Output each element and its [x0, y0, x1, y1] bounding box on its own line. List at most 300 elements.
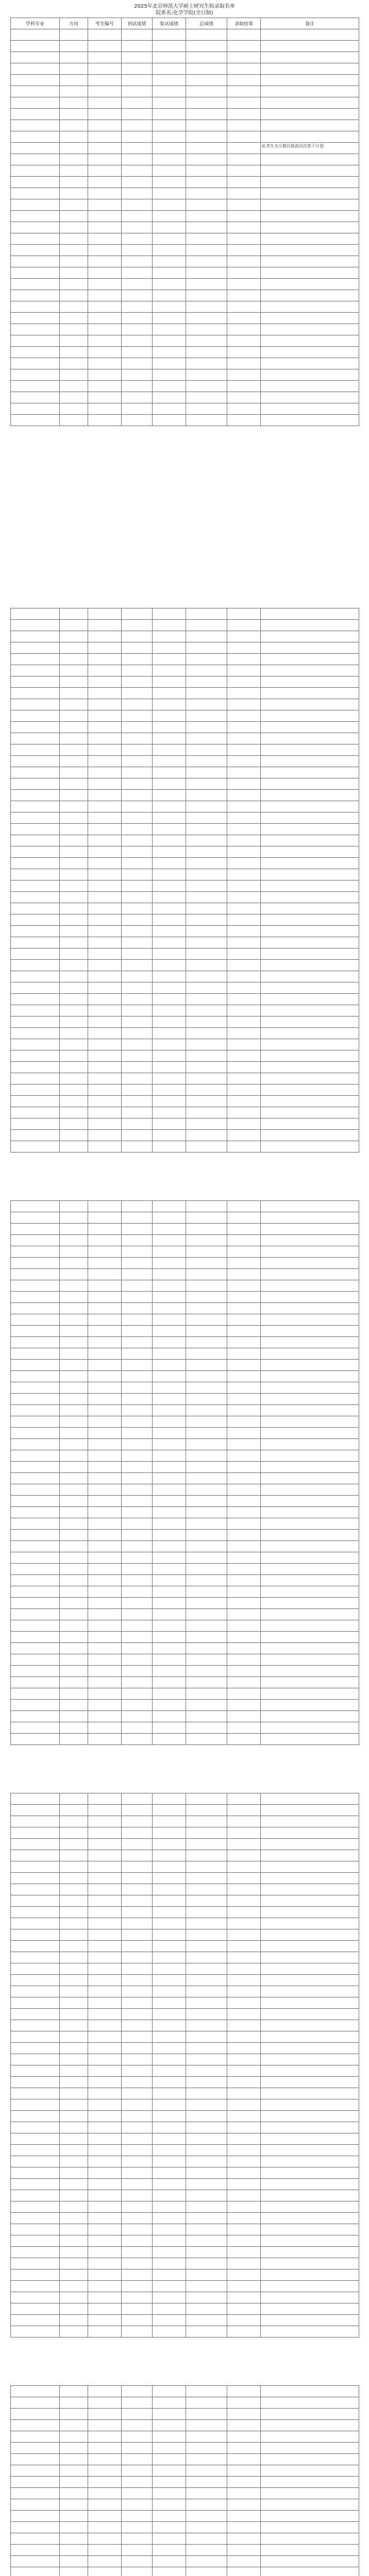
table-row: [11, 1850, 359, 1861]
table-cell: [122, 1816, 153, 1827]
table-cell: [60, 2533, 88, 2545]
table-cell: [60, 2556, 88, 2567]
table-cell: [60, 914, 88, 926]
table-cell: [122, 2443, 153, 2454]
table-cell: [11, 2224, 60, 2235]
table-cell: [261, 2522, 359, 2533]
table-cell: [11, 1850, 60, 1861]
table-cell: [186, 1997, 227, 2009]
table-row: [11, 1873, 359, 1884]
table-cell: [122, 2315, 153, 2326]
table-cell: [261, 1654, 359, 1666]
table-cell: [261, 665, 359, 676]
table-cell: [88, 2409, 122, 2420]
table-cell: [261, 608, 359, 620]
table-cell: [60, 620, 88, 631]
table-cell: [60, 2522, 88, 2533]
table-cell: [227, 1620, 261, 1632]
table-cell: [122, 2111, 153, 2122]
cell-retest-score: [153, 415, 186, 426]
table-cell: [227, 858, 261, 869]
table-cell: [60, 2431, 88, 2443]
table-cell: [261, 1816, 359, 1827]
cell-remarks: [261, 222, 359, 233]
cell-retest-score: [153, 211, 186, 222]
table-cell: [122, 1530, 153, 1541]
table-row: [11, 654, 359, 665]
table-cell: [60, 1884, 88, 1895]
table-cell: [186, 812, 227, 824]
table-cell: [186, 1895, 227, 1907]
table-cell: [122, 1861, 153, 1873]
table-cell: [60, 2511, 88, 2522]
table-row: [11, 2326, 359, 2337]
table-cell: [153, 722, 186, 733]
table-cell: [122, 892, 153, 903]
table-cell: [60, 1096, 88, 1107]
table-cell: [186, 1963, 227, 1975]
table-cell: [88, 1688, 122, 1700]
cell-remarks: [261, 154, 359, 165]
table-row: [11, 1428, 359, 1439]
cell-preliminary-score: [122, 143, 153, 154]
table-row: [11, 2545, 359, 2556]
table-row: [11, 2511, 359, 2522]
cell-remarks: [261, 313, 359, 324]
table-cell: [153, 1269, 186, 1280]
table-cell: [60, 1269, 88, 1280]
table-cell: [153, 1416, 186, 1428]
table-cell: [227, 1084, 261, 1096]
table-cell: [122, 2511, 153, 2522]
table-cell: [186, 960, 227, 971]
table-cell: [186, 1280, 227, 1292]
table-cell: [261, 1805, 359, 1816]
cell-retest-score: [153, 403, 186, 415]
table-cell: [186, 801, 227, 812]
table-row: [11, 2533, 359, 2545]
cell-direction: [60, 369, 88, 381]
table-cell: [60, 2409, 88, 2420]
cell-total-score: [186, 211, 227, 222]
table-cell: [122, 1118, 153, 1130]
table-cell: [227, 1371, 261, 1382]
table-cell: [88, 1997, 122, 2009]
cell-total-score: [186, 324, 227, 335]
table-cell: [261, 1201, 359, 1212]
table-cell: [122, 914, 153, 926]
table-cell: [60, 642, 88, 654]
table-cell: [60, 2190, 88, 2201]
cell-direction: [60, 165, 88, 177]
table-cell: [227, 1598, 261, 1609]
cell-exam-number: [88, 97, 122, 109]
table-cell: [60, 1711, 88, 1722]
table-cell: [153, 1861, 186, 1873]
table-cell: [153, 665, 186, 676]
table-cell: [122, 1428, 153, 1439]
table-cell: [60, 733, 88, 744]
table-cell: [186, 1632, 227, 1643]
table-cell: [227, 1986, 261, 1997]
cell-preliminary-score: [122, 222, 153, 233]
table-cell: [227, 2122, 261, 2133]
table-cell: [227, 1235, 261, 1246]
table-cell: [153, 699, 186, 710]
table-cell: [227, 1507, 261, 1518]
table-cell: [88, 858, 122, 869]
table-cell: [227, 1816, 261, 1827]
cell-preliminary-score: [122, 245, 153, 256]
table-cell: [88, 778, 122, 790]
table-cell: [153, 2009, 186, 2020]
table-cell: [186, 744, 227, 756]
table-cell: [11, 1394, 60, 1405]
cell-preliminary-score: [122, 233, 153, 245]
roster-table-page-1: [10, 18, 359, 426]
table-cell: [88, 1620, 122, 1632]
table-cell: [153, 2292, 186, 2303]
table-cell: [227, 1382, 261, 1394]
table-cell: [261, 1280, 359, 1292]
table-cell: [11, 2533, 60, 2545]
table-row: [11, 1620, 359, 1632]
table-cell: [227, 1212, 261, 1224]
table-cell: [261, 1575, 359, 1586]
cell-major: [11, 52, 60, 63]
table-cell: [186, 2167, 227, 2179]
table-cell: [60, 2043, 88, 2054]
table-cell: [186, 858, 227, 869]
cell-retest-score: [153, 233, 186, 245]
table-cell: [88, 1711, 122, 1722]
table-cell: [227, 1873, 261, 1884]
table-cell: [186, 1258, 227, 1269]
table-row: [11, 403, 359, 415]
table-cell: [261, 1952, 359, 1963]
cell-total-score: [186, 381, 227, 392]
cell-preliminary-score: [122, 335, 153, 347]
table-cell: [153, 2556, 186, 2567]
table-cell: [227, 1326, 261, 1337]
table-cell: [122, 2235, 153, 2247]
table-row: [11, 2213, 359, 2224]
table-cell: [60, 960, 88, 971]
table-cell: [11, 1118, 60, 1130]
table-cell: [11, 1224, 60, 1235]
table-row: [11, 1062, 359, 1073]
table-cell: [153, 2443, 186, 2454]
table-cell: [261, 2054, 359, 2065]
table-cell: [60, 631, 88, 642]
table-cell: [227, 1292, 261, 1303]
table-cell: [122, 2303, 153, 2315]
table-cell: [261, 2235, 359, 2247]
table-row: [11, 948, 359, 960]
table-cell: [122, 2477, 153, 2488]
table-cell: [186, 1496, 227, 1507]
table-cell: [186, 2258, 227, 2269]
table-cell: [153, 2533, 186, 2545]
table-cell: [88, 2522, 122, 2533]
cell-retest-score: [153, 165, 186, 177]
cell-admission-result: [227, 256, 261, 267]
table-cell: [88, 2156, 122, 2167]
table-cell: [122, 1541, 153, 1552]
table-cell: [261, 1269, 359, 1280]
table-cell: [88, 1439, 122, 1450]
table-cell: [186, 1050, 227, 1062]
table-cell: [88, 1073, 122, 1084]
cell-retest-score: [153, 109, 186, 120]
table-cell: [227, 880, 261, 892]
cell-total-score: [186, 301, 227, 313]
table-cell: [122, 2009, 153, 2020]
table-cell: [153, 2258, 186, 2269]
table-row: [11, 994, 359, 1005]
table-cell: [60, 2031, 88, 2043]
cell-total-score: [186, 335, 227, 347]
table-cell: [153, 1700, 186, 1711]
table-cell: [227, 982, 261, 994]
table-row: [11, 1643, 359, 1654]
table-cell: [60, 2420, 88, 2431]
table-cell: [261, 1839, 359, 1850]
table-cell: [227, 2065, 261, 2077]
table-cell: [88, 1975, 122, 1986]
table-cell: [60, 1873, 88, 1884]
cell-direction: [60, 222, 88, 233]
cell-remarks: [261, 256, 359, 267]
table-cell: [186, 1850, 227, 1861]
cell-remarks: [261, 41, 359, 52]
table-cell: [261, 994, 359, 1005]
table-cell: [153, 846, 186, 858]
table-cell: [227, 2477, 261, 2488]
table-cell: [60, 1258, 88, 1269]
cell-total-score: [186, 165, 227, 177]
cell-preliminary-score: [122, 256, 153, 267]
table-cell: [153, 2179, 186, 2190]
table-cell: [11, 1734, 60, 1745]
table-cell: [186, 2269, 227, 2281]
table-cell: [261, 1439, 359, 1450]
table-cell: [122, 2167, 153, 2179]
table-cell: [153, 1873, 186, 1884]
table-cell: [88, 1507, 122, 1518]
table-row: [11, 2065, 359, 2077]
table-cell: [153, 2054, 186, 2065]
cell-preliminary-score: [122, 267, 153, 279]
table-cell: [88, 631, 122, 642]
table-cell: [11, 914, 60, 926]
table-cell: [153, 1677, 186, 1688]
table-row: [11, 245, 359, 256]
table-cell: [261, 2077, 359, 2088]
cell-exam-number: [88, 52, 122, 63]
table-cell: [261, 1827, 359, 1839]
table-cell: [186, 1028, 227, 1039]
table-cell: [261, 1734, 359, 1745]
table-cell: [261, 1552, 359, 1564]
table-row: [11, 2477, 359, 2488]
table-cell: [88, 1016, 122, 1028]
table-row: [11, 1722, 359, 1734]
table-row: [11, 1141, 359, 1153]
cell-remarks: [261, 165, 359, 177]
table-cell: [261, 1541, 359, 1552]
table-row: [11, 1941, 359, 1952]
table-cell: [227, 1711, 261, 1722]
cell-remarks: [261, 245, 359, 256]
table-cell: [186, 2043, 227, 2054]
table-cell: [11, 801, 60, 812]
table-cell: [11, 1839, 60, 1850]
table-cell: [227, 2156, 261, 2167]
cell-admission-result: [227, 369, 261, 381]
table-cell: [122, 2258, 153, 2269]
table-cell: [11, 2235, 60, 2247]
roster-table-page-4: [10, 1793, 359, 2337]
table-cell: [11, 948, 60, 960]
table-cell: [227, 1073, 261, 1084]
table-cell: [88, 1118, 122, 1130]
table-cell: [227, 2465, 261, 2477]
table-row: [11, 1496, 359, 1507]
table-cell: [60, 1677, 88, 1688]
table-cell: [186, 1096, 227, 1107]
table-cell: [88, 1952, 122, 1963]
table-cell: [186, 971, 227, 982]
table-cell: [11, 2043, 60, 2054]
table-cell: [60, 744, 88, 756]
table-cell: [11, 1609, 60, 1620]
table-cell: [11, 1382, 60, 1394]
table-row: [11, 1975, 359, 1986]
table-cell: [153, 2224, 186, 2235]
table-cell: [261, 2133, 359, 2145]
table-cell: [11, 744, 60, 756]
table-cell: [261, 1793, 359, 1805]
table-cell: [88, 1371, 122, 1382]
cell-direction: [60, 415, 88, 426]
table-row: [11, 2145, 359, 2156]
table-cell: [227, 1722, 261, 1734]
table-cell: [261, 1326, 359, 1337]
table-cell: [122, 1416, 153, 1428]
table-row: [11, 1130, 359, 1141]
table-cell: [153, 1952, 186, 1963]
table-cell: [186, 2522, 227, 2533]
table-cell: [60, 1850, 88, 1861]
cell-major: [11, 177, 60, 188]
cell-direction: [60, 403, 88, 415]
cell-total-score: [186, 120, 227, 131]
table-cell: [186, 1884, 227, 1895]
cell-total-score: [186, 279, 227, 290]
table-cell: [122, 1212, 153, 1224]
table-cell: [60, 880, 88, 892]
table-cell: [122, 654, 153, 665]
table-cell: [153, 2122, 186, 2133]
table-cell: [11, 994, 60, 1005]
table-row: [11, 2488, 359, 2499]
table-cell: [261, 1895, 359, 1907]
table-row: [11, 744, 359, 756]
table-cell: [261, 1861, 359, 1873]
table-cell: [261, 2303, 359, 2315]
table-row: [11, 63, 359, 75]
table-cell: [261, 892, 359, 903]
table-cell: [11, 1201, 60, 1212]
cell-direction: [60, 233, 88, 245]
table-cell: [122, 835, 153, 846]
table-cell: [88, 1326, 122, 1337]
table-cell: [153, 801, 186, 812]
table-cell: [227, 2190, 261, 2201]
table-cell: [88, 2465, 122, 2477]
table-cell: [88, 2145, 122, 2156]
table-row: [11, 982, 359, 994]
table-cell: [186, 1722, 227, 1734]
table-cell: [227, 1258, 261, 1269]
table-cell: [227, 903, 261, 914]
cell-retest-score: [153, 41, 186, 52]
table-cell: [88, 1130, 122, 1141]
table-cell: [88, 2386, 122, 2397]
table-cell: [153, 1518, 186, 1530]
table-row: [11, 903, 359, 914]
table-cell: [88, 2201, 122, 2213]
cell-preliminary-score: [122, 86, 153, 97]
table-cell: [122, 1439, 153, 1450]
cell-exam-number: [88, 63, 122, 75]
table-row: [11, 1235, 359, 1246]
table-cell: [88, 2533, 122, 2545]
cell-admission-result: [227, 233, 261, 245]
table-cell: [153, 1496, 186, 1507]
cell-retest-score: [153, 279, 186, 290]
table-row: [11, 177, 359, 188]
table-cell: [60, 1314, 88, 1326]
table-cell: [186, 1654, 227, 1666]
table-cell: [227, 1439, 261, 1450]
table-cell: [88, 722, 122, 733]
table-cell: [153, 2167, 186, 2179]
table-cell: [153, 1360, 186, 1371]
table-cell: [60, 2397, 88, 2409]
table-cell: [153, 1997, 186, 2009]
table-row: [11, 2420, 359, 2431]
table-cell: [122, 1895, 153, 1907]
table-cell: [122, 2088, 153, 2099]
table-cell: [186, 1873, 227, 1884]
table-cell: [153, 1224, 186, 1235]
table-cell: [88, 1462, 122, 1473]
table-cell: [88, 1552, 122, 1564]
table-row: [11, 1028, 359, 1039]
cell-major: [11, 415, 60, 426]
cell-preliminary-score: [122, 109, 153, 120]
table-cell: [11, 2511, 60, 2522]
table-cell: [11, 2443, 60, 2454]
table-cell: [261, 1084, 359, 1096]
table-cell: [11, 892, 60, 903]
table-cell: [186, 2224, 227, 2235]
cell-exam-number: [88, 165, 122, 177]
table-row: [11, 222, 359, 233]
cell-exam-number: [88, 211, 122, 222]
